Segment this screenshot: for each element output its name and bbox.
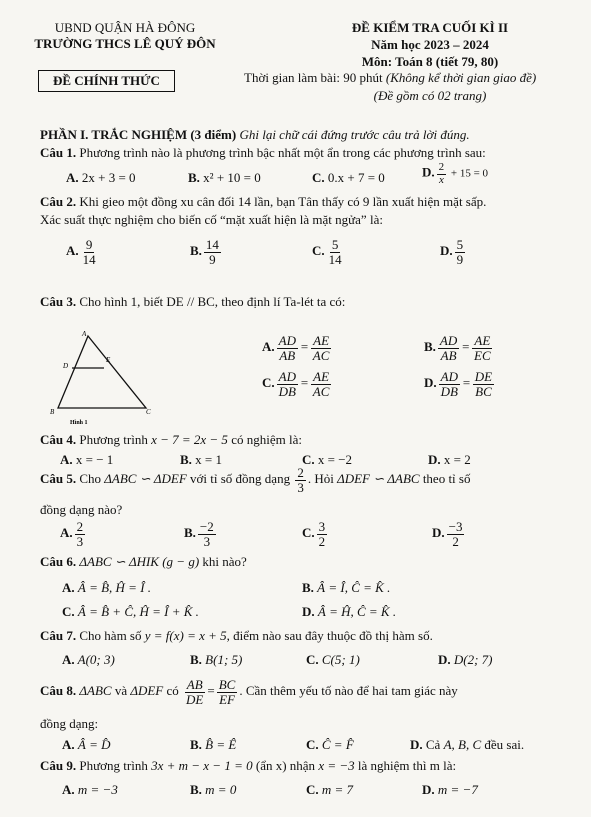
- header-authority: UBND QUẬN HÀ ĐÔNG: [54, 20, 196, 35]
- q2-option-c: C. $\frac{5}{14}$: [312, 237, 342, 267]
- q8-line2: đồng dạng:: [40, 716, 99, 731]
- point-a: A: [82, 330, 87, 338]
- q4-option-d: D. x = 2: [428, 452, 471, 467]
- official-stamp-box: [38, 70, 175, 92]
- q7-option-a: A. A(0; 3): [62, 652, 115, 667]
- q8-option-d: D. Cả A, B, C đều sai.: [410, 737, 525, 752]
- question-5: Câu 5. Cho ΔABC ∽ ΔDEF với tỉ số đồng dạng $\frac{2}{3}$ . Hỏi ΔDEF ∽ ΔABC theo tỉ số: [40, 465, 471, 495]
- point-e: E: [106, 356, 111, 364]
- subject: Môn: Toán 8 (tiết 79, 80): [361, 54, 499, 69]
- q9-option-a: A. m = −3: [62, 782, 118, 797]
- exam-title: ĐỀ KIỂM TRA CUỐI KÌ II: [351, 20, 509, 35]
- part1-title: PHẦN I. TRẮC NGHIỆM (3 điểm): [40, 127, 240, 142]
- q1-option-d: D. $\frac{2}{x}$ + 15 = 0: [422, 161, 489, 186]
- q3-option-c: C. $\frac{AD}{DB}$ = $\frac{AE}{AC}$: [262, 369, 330, 399]
- question-7: Câu 7. Cho hàm số y = f(x) = x + 5, điểm nào sau đây thuộc đồ thị hàm số.: [40, 628, 433, 643]
- q3-label: Câu 3.: [40, 294, 77, 309]
- q4-option-b: B. x = 1: [180, 452, 223, 467]
- school-year: Năm học 2023 – 2024: [371, 37, 489, 52]
- figure-caption: Hình 1: [70, 420, 88, 426]
- q2-line1: Khi gieo một đồng xu cân đối 14 lần, bạn Tân thấy có 9 lần xuất hiện mặt sấp.: [76, 194, 487, 209]
- triangle-abc: [58, 336, 146, 408]
- q3-option-b: B. $\frac{AD}{AB}$ = $\frac{AE}{EC}$: [424, 333, 491, 363]
- point-d: D: [63, 362, 69, 370]
- q2-option-d: D. $\frac{5}{9}$: [440, 237, 464, 267]
- time-note: (Không kể thời gian giao đề): [385, 70, 537, 85]
- question-3: [40, 294, 345, 310]
- q4-option-a: A. x = − 1: [60, 452, 114, 467]
- q8-option-c: C. Ĉ = F̂: [306, 737, 354, 752]
- q6-option-d: D. Â = Ĥ, Ĉ = K̂ .: [302, 604, 397, 619]
- q7-option-c: C. C(5; 1): [306, 652, 360, 667]
- q1-option-b: B. x² + 10 = 0: [188, 170, 261, 185]
- q4-option-c: C. x = −2: [302, 452, 353, 467]
- time-text: Thời gian làm bài: 90 phút: [244, 70, 386, 85]
- q7-option-b: B. B(1; 5): [190, 652, 243, 667]
- point-c: C: [146, 408, 151, 416]
- pages-note: (Đề gồm có 02 trang): [373, 88, 487, 103]
- q5-option-a: A. $\frac{2}{3}$: [60, 519, 84, 549]
- question-6: Câu 6. ΔABC ∽ ΔHIK (g − g) khi nào?: [40, 554, 247, 569]
- q8-option-b: B. B̂ = Ê: [190, 737, 237, 752]
- q6-option-c: C. Â = B̂ + Ĉ, Ĥ = Î + K̂ .: [62, 604, 199, 619]
- q5-line2: đồng dạng nào?: [40, 502, 123, 517]
- q1-option-a: A. 2x + 3 = 0: [66, 170, 136, 185]
- q2-label: Câu 2.: [40, 194, 77, 209]
- triangle-figure: [50, 328, 160, 428]
- part1-instruction: Ghi lại chữ cái đứng trước câu trả lời đúng.: [239, 127, 470, 142]
- question-2: [40, 194, 486, 210]
- q3-option-d: D. $\frac{AD}{DB}$ = $\frac{DE}{BC}$: [424, 369, 493, 399]
- q9-option-c: C. m = 7: [306, 782, 354, 797]
- official-label: ĐỀ CHÍNH THỨC: [53, 73, 160, 88]
- q1-text: Phương trình nào là phương trình bậc nhất một ẩn trong các phương trình sau:: [76, 145, 486, 160]
- q1-label: Câu 1.: [40, 145, 77, 160]
- question-8: Câu 8. ΔABC và ΔDEF có $\frac{AB}{DE}$ = $\frac{BC}{EF}$ . Cần thêm yếu tố nào để hai tam giác này: [40, 677, 458, 707]
- header-school: TRƯỜNG THCS LÊ QUÝ ĐÔN: [34, 36, 216, 51]
- q6-option-b: B. Â = Î, Ĉ = K̂ .: [302, 580, 391, 595]
- q2-option-b: B. $\frac{14}{9}$: [190, 237, 219, 267]
- question-4: Câu 4. Phương trình x − 7 = 2x − 5 có nghiệm là:: [40, 432, 302, 447]
- question-9: Câu 9. Phương trình 3x + m − x − 1 = 0 (ẩn x) nhận x = −3 là nghiệm thì m là:: [40, 758, 457, 773]
- q5-option-d: D. $\frac{-3}{2}$: [432, 519, 463, 549]
- q7-option-d: D. D(2; 7): [438, 652, 493, 667]
- q3-text: Cho hình 1, biết DE // BC, theo định lí Ta-lét ta có:: [76, 294, 346, 309]
- q2-option-a: A. $\frac{9}{14}$: [66, 237, 96, 267]
- q2-line2: Xác suất thực nghiệm cho biến cố “mặt xuất hiện là mặt ngửa” là:: [40, 212, 383, 227]
- q5-option-c: C. $\frac{3}{2}$: [302, 519, 326, 549]
- part1-heading: [40, 127, 470, 143]
- q3-option-a: A. $\frac{AD}{AB}$ = $\frac{AE}{AC}$: [262, 333, 330, 363]
- q1-option-c: C. 0.x + 7 = 0: [312, 170, 385, 185]
- question-1: [40, 145, 486, 161]
- q9-option-d: D. m = −7: [422, 782, 478, 797]
- q9-option-b: B. m = 0: [190, 782, 237, 797]
- q6-option-a: A. Â = B̂, Ĥ = Î .: [62, 580, 152, 595]
- point-b: B: [50, 408, 55, 416]
- q8-option-a: A. Â = D̂: [62, 737, 111, 752]
- q5-option-b: B. $\frac{-2}{3}$: [184, 519, 214, 549]
- exam-time: [244, 70, 536, 86]
